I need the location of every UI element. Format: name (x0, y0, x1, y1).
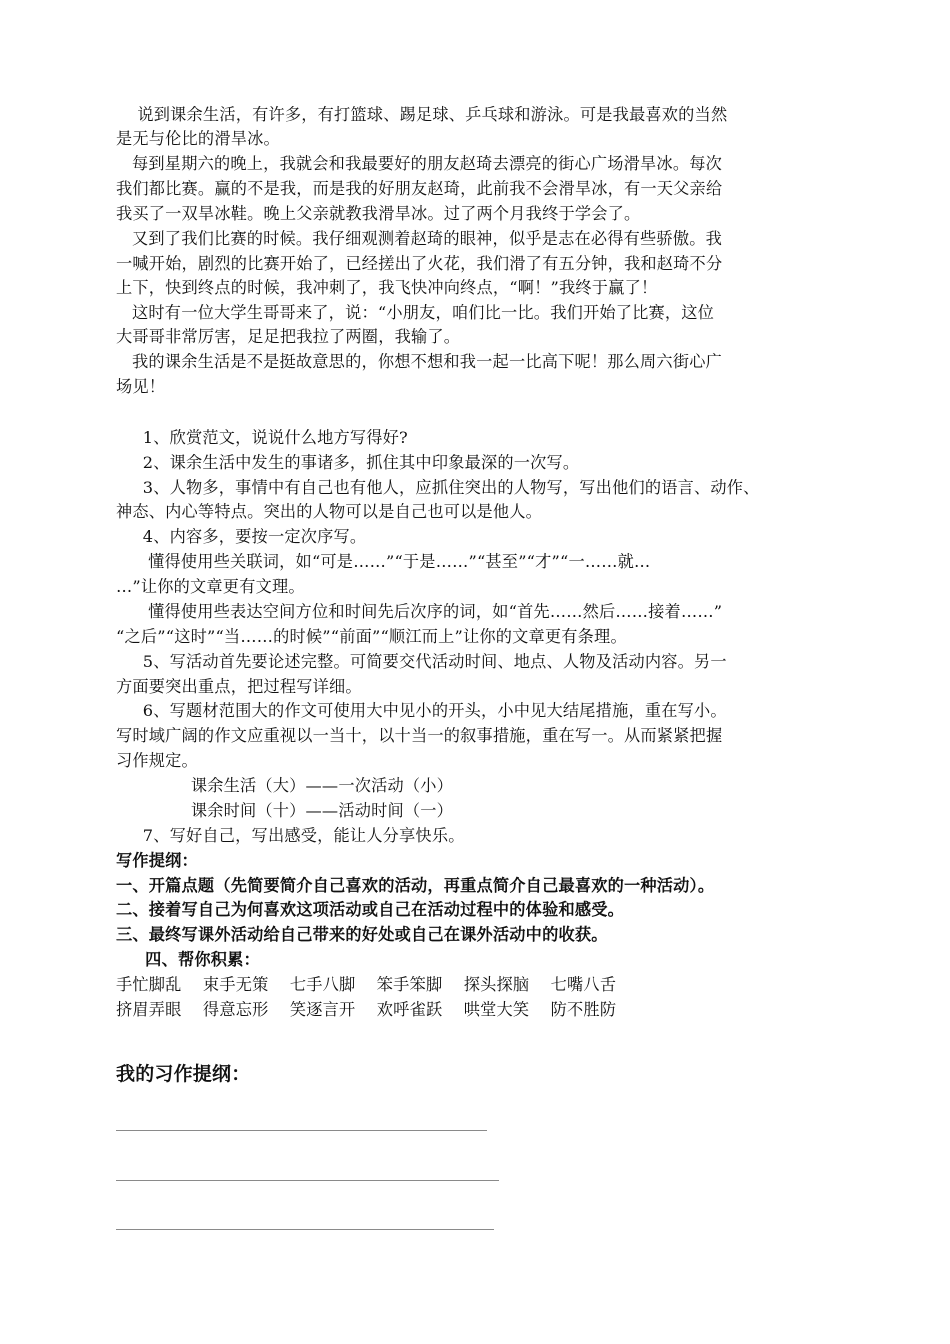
essay-line: 是无与伦比的滑旱冰。 (116, 129, 280, 148)
outline-heading: 写作提纲： (116, 851, 198, 870)
tip-line: 课余生活（大）——一次活动（小） (116, 776, 454, 795)
tip-line: 写时域广阔的作文应重视以一当十，以十当一的叙事措施，重在写一。从而紧紧把握 (116, 726, 723, 745)
tip-line: 课余时间（十）——活动时间（一） (116, 801, 454, 820)
tip-line: “之后”“这时”“当……的时候”“前面”“顺江而上”让你的文章更有条理。 (116, 627, 627, 646)
essay-line: 说到课余生活，有许多，有打篮球、踢足球、乒乓球和游泳。可是我最喜欢的当然 (116, 105, 728, 124)
essay-line: 场见！ (116, 377, 166, 396)
tip-line: …”让你的文章更有文理。 (116, 577, 305, 596)
help-heading: 四、帮你积累： (116, 950, 260, 969)
tip-line: 习作规定。 (116, 751, 198, 770)
tip-line: 4、内容多，要按一定次序写。 (116, 527, 367, 546)
outline-item: 一、开篇点题（先简要简介自己喜欢的活动，再重点简介自己最喜欢的一种活动）。 (116, 876, 715, 895)
essay-line: 我的课余生活是不是挺故意思的，你想不想和我一起一比高下呢！那么周六街心广 (116, 352, 722, 371)
essay-line: 上下，快到终点的时候，我冲刺了，我飞快冲向终点，“啊！”我终于赢了！ (116, 278, 658, 297)
essay-line: 每到星期六的晚上，我就会和我最要好的朋友赵琦去漂亮的街心广场滑旱冰。每次 (116, 154, 722, 173)
essay-line: 我买了一双旱冰鞋。晚上父亲就教我滑旱冰。过了两个月我终于学会了。 (116, 204, 641, 223)
answer-line (116, 1229, 494, 1230)
tip-line: 方面要突出重点，把过程写详细。 (116, 677, 362, 696)
tip-line: 7、写好自己，写出感受，能让人分享快乐。 (116, 826, 465, 845)
essay-line: 一喊开始，剧烈的比赛开始了，已经搓出了火花，我们滑了有五分钟，我和赵琦不分 (116, 254, 723, 273)
answer-line (116, 1130, 487, 1131)
tip-line: 懂得使用些表达空间方位和时间先后次序的词，如“首先……然后……接着……” (116, 602, 723, 621)
essay-line: 这时有一位大学生哥哥来了，说：“小朋友，咱们比一比。我们开始了比赛，这位 (116, 303, 715, 322)
tip-line: 3、人物多，事情中有自己也有他人，应抓住突出的人物写，写出他们的语言、动作、 (116, 478, 760, 497)
tip-line: 5、写活动首先要论述完整。可简要交代活动时间、地点、人物及活动内容。另一 (116, 652, 727, 671)
idiom-line: 手忙脚乱 束手无策 七手八脚 笨手笨脚 探头探脑 七嘴八舌 (116, 975, 617, 994)
essay-line: 我们都比赛。赢的不是我，而是我的好朋友赵琦，此前我不会滑旱冰，有一天父亲给 (116, 179, 723, 198)
answer-line (116, 1180, 499, 1181)
tip-line: 6、写题材范围大的作文可使用大中见小的开头，小中见大结尾措施，重在写小。 (116, 701, 727, 720)
essay-line: 大哥哥非常厉害，足足把我拉了两圈，我输了。 (116, 327, 461, 346)
idiom-line: 挤眉弄眼 得意忘形 笑逐言开 欢呼雀跃 哄堂大笑 防不胜防 (116, 1000, 617, 1019)
outline-item: 三、最终写课外活动给自己带来的好处或自己在课外活动中的收获。 (116, 925, 608, 944)
tip-line: 1、欣赏范文，说说什么地方写得好? (116, 428, 408, 447)
my-outline-heading: 我的习作提纲： (116, 1063, 251, 1085)
tip-line: 2、课余生活中发生的事诸多，抓住其中印象最深的一次写。 (116, 453, 580, 472)
tip-line: 神态、内心等特点。突出的人物可以是自己也可以是他人。 (116, 502, 543, 521)
essay-line: 又到了我们比赛的时候。我仔细观测着赵琦的眼神，似乎是志在必得有些骄傲。我 (116, 229, 722, 248)
tip-line: 懂得使用些关联词，如“可是……”“于是……”“甚至”“才”“一……就… (116, 552, 651, 571)
outline-item: 二、接着写自己为何喜欢这项活动或自己在活动过程中的体验和感受。 (116, 900, 625, 919)
